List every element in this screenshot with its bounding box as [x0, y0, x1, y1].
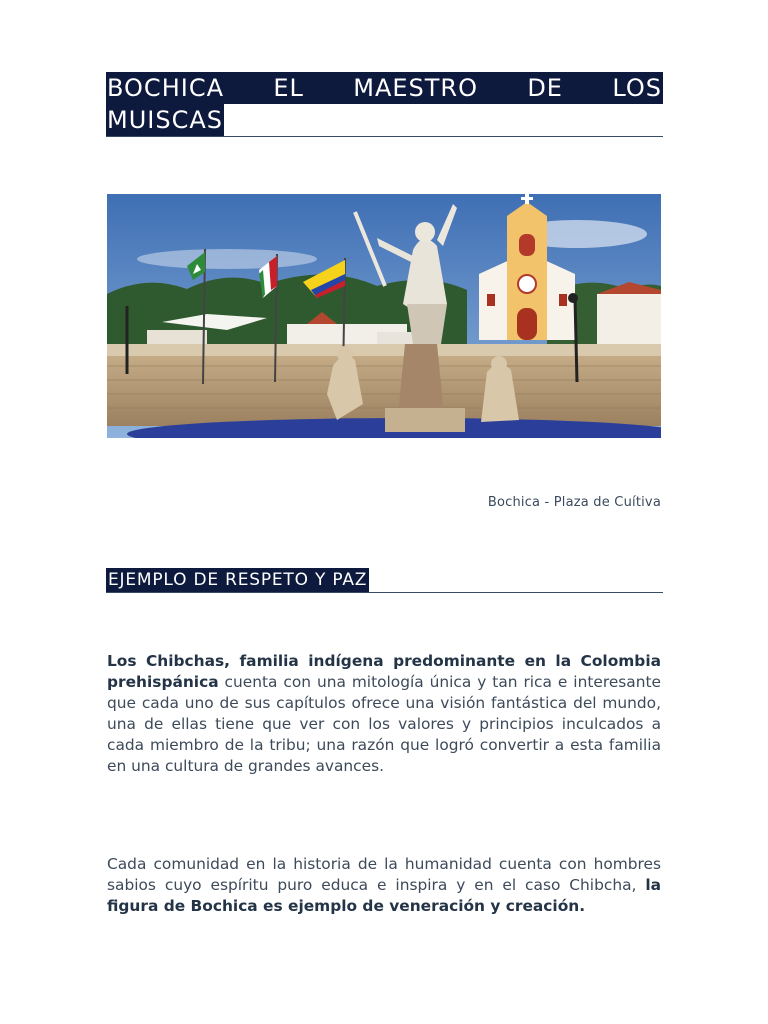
- section-underline: [106, 592, 663, 593]
- bold-text: Los Chibchas, familia indígena predominante en la Colombia prehispánica: [107, 652, 661, 691]
- title-word: MAESTRO: [353, 74, 478, 102]
- title-underline: [106, 136, 663, 137]
- title-word: EL: [273, 74, 304, 102]
- title-word: BOCHICA: [107, 74, 224, 102]
- title-word: DE: [527, 74, 563, 102]
- title-line-2: [106, 104, 663, 136]
- section-heading: EJEMPLO DE RESPETO Y PAZ: [108, 570, 368, 590]
- title-line-1: [106, 72, 663, 104]
- body-text: cuenta con una mitología única y tan rica e interesante que cada uno de sus capítulos ofrece una visión fantástica del mundo, una de ellas tiene que ver con los valores y principios inculcados a cada miembro de la tribu; una razón que logró convertir a esta familia en una cultura de grandes avances.: [107, 673, 661, 775]
- bochica-plaza-photo: [107, 194, 661, 438]
- paragraph-bochica: [107, 854, 661, 917]
- page-title: [106, 72, 663, 136]
- body-text: Cada comunidad en la historia de la humanidad cuenta con hombres sabios cuyo espíritu puro educa e inspira y en el caso Chibcha,: [107, 855, 661, 894]
- photo-caption: Bochica - Plaza de Cuítiva: [487, 495, 661, 510]
- title-word: LOS: [612, 74, 662, 102]
- bold-text: la figura de Bochica es ejemplo de veneración y creación.: [107, 876, 661, 915]
- paragraph-chibchas: [107, 651, 661, 777]
- title-word: MUISCAS: [107, 106, 223, 134]
